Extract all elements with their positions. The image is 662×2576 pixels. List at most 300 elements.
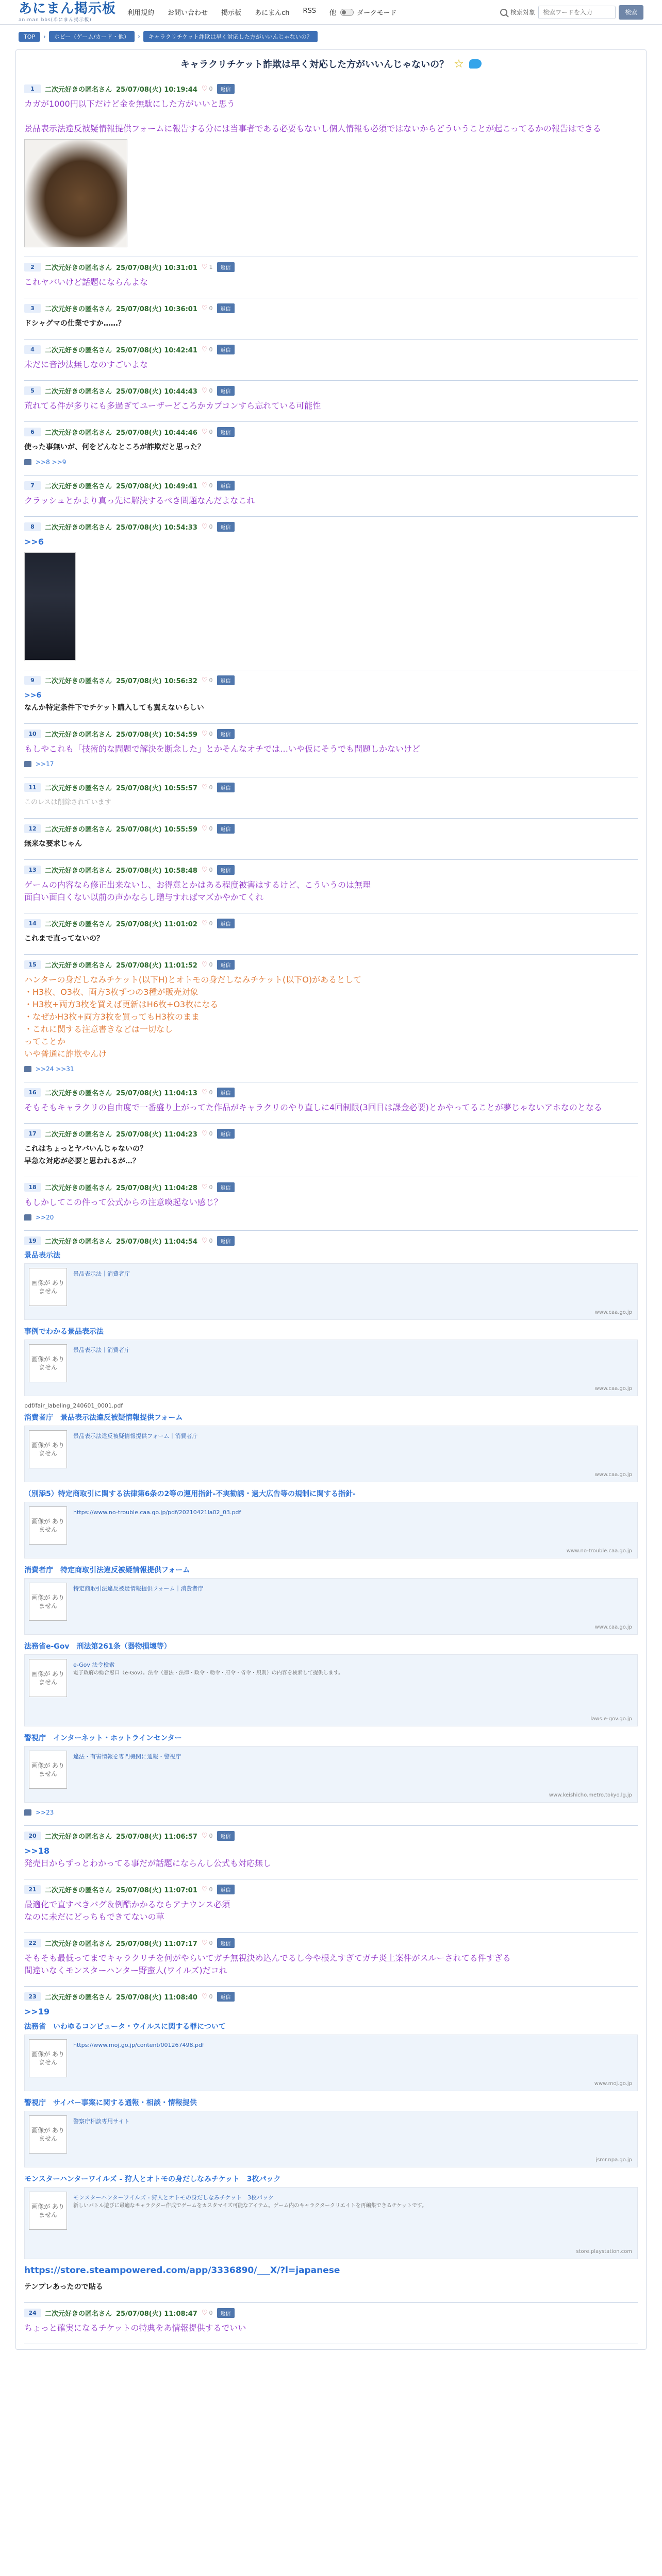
post — [24, 381, 638, 422]
link-card-domain: www.caa.go.jp — [594, 1472, 632, 1478]
toggle-switch-icon[interactable] — [340, 9, 354, 16]
search-button[interactable]: 検索 — [619, 5, 643, 20]
post-date: 25/07/08(火) 10:42:41 — [116, 347, 197, 354]
good-count[interactable] — [202, 676, 213, 684]
poster-name: 二次元好きの匿名さん — [45, 826, 112, 834]
reply-button[interactable]: 返信 — [217, 783, 235, 792]
post — [24, 1879, 638, 1933]
link-card-title[interactable]: 違法・有害情報を専門機関に通報・警視庁 — [73, 1753, 181, 1760]
post-text-line: ハンターの身だしなみチケット(以下H)とオトモの身だしなみチケット(以下O)があるとして — [24, 975, 362, 985]
good-count-value: 0 — [209, 677, 213, 684]
link-card-title[interactable]: モンスターハンターワイルズ - 狩人とオトモの身だしなみチケット 3枚パック — [73, 2194, 274, 2201]
post-number[interactable]: 5 — [24, 386, 41, 395]
link-card-title[interactable]: 景品表示法違反被疑情報提供フォーム｜消費者庁 — [73, 1433, 198, 1439]
heart-icon[interactable]: ♡ — [201, 730, 208, 738]
link-card-domain: www.caa.go.jp — [594, 1310, 632, 1315]
reply-button[interactable]: 返信 — [217, 345, 235, 354]
poster-name: 二次元好きの匿名さん — [45, 2310, 112, 2318]
post-number[interactable]: 15 — [24, 960, 41, 969]
header — [0, 0, 662, 25]
breadcrumb-category[interactable]: ホビー（ゲーム/カード・他） — [49, 31, 135, 42]
post-header — [24, 1236, 638, 1246]
heart-icon[interactable]: ♡ — [201, 1130, 208, 1138]
reply-ref-link[interactable]: >>23 — [36, 1809, 54, 1816]
anchor-link[interactable]: >>6 — [24, 691, 42, 700]
good-count[interactable] — [202, 346, 213, 353]
link-heading[interactable]: 消費者庁 景品表示法違反被疑情報提供フォーム — [24, 1414, 183, 1422]
post-number[interactable]: 10 — [24, 730, 41, 738]
good-count[interactable] — [202, 428, 213, 436]
anchor-link[interactable]: >>6 — [24, 537, 44, 547]
good-count-value: 0 — [209, 731, 213, 737]
good-count[interactable] — [202, 1237, 213, 1245]
speech-bubble-icon — [24, 459, 31, 465]
heart-icon[interactable]: ♡ — [201, 1183, 208, 1191]
link-card-text — [67, 2039, 210, 2087]
reply-button[interactable]: 返信 — [217, 675, 235, 685]
post-number[interactable]: 14 — [24, 919, 41, 928]
post-date: 25/07/08(火) 10:56:32 — [116, 677, 197, 685]
link-card-text — [67, 1583, 209, 1630]
reply-button[interactable]: 返信 — [217, 729, 235, 739]
reply-button[interactable]: 返信 — [217, 1992, 235, 2002]
link-card[interactable] — [24, 2111, 638, 2167]
post — [24, 777, 638, 819]
post-text-line: 間違いなくモンスターハンター野蛮人(ワイルズ)だコれ — [24, 1965, 227, 1975]
no-image-thumbnail: 画像が ありません — [29, 2039, 67, 2077]
post-header — [24, 427, 638, 437]
post-body — [24, 933, 638, 945]
breadcrumb-current[interactable]: キャラクリチケット詐欺は早く対応した方がいいんじゃないの？ — [143, 31, 318, 42]
heart-icon[interactable]: ♡ — [201, 428, 208, 436]
link-heading[interactable]: 警視庁 インターネット・ホットラインセンター — [24, 1734, 182, 1742]
post-body — [24, 838, 638, 850]
good-count[interactable] — [202, 920, 213, 927]
post-body — [24, 495, 638, 507]
good-count[interactable] — [202, 961, 213, 969]
post-image-monster[interactable] — [24, 139, 127, 247]
post-body — [24, 400, 638, 412]
link-card-text — [67, 1344, 136, 1392]
link-card-text — [67, 1751, 187, 1798]
breadcrumb-separator: › — [138, 33, 140, 40]
post-24 — [16, 2303, 646, 2344]
twitter-share-icon[interactable] — [469, 59, 482, 69]
post-header — [24, 865, 638, 875]
speech-bubble-icon — [24, 1214, 31, 1221]
post-header — [24, 1992, 638, 2002]
link-card-desc: 電子政府の総合窓口（e-Gov）。法令（憲法・法律・政令・勅令・府令・省令・規則）の内容を検索して提供します。 — [73, 1670, 344, 1676]
link-heading[interactable]: （別添5）特定商取引に関する法律第6条の2等の運用指針-不実勧誘・過大広告等の規制に関する指針- — [24, 1490, 356, 1498]
search-target-label[interactable]: 検索対象 — [510, 9, 535, 16]
reply-button[interactable]: 返信 — [217, 84, 235, 94]
post-header — [24, 729, 638, 739]
site-logo[interactable] — [19, 2, 116, 23]
post-number[interactable]: 24 — [24, 2309, 41, 2317]
post-number[interactable]: 16 — [24, 1088, 41, 1097]
post-header — [24, 386, 638, 396]
good-count-value: 0 — [209, 784, 213, 791]
post-number[interactable]: 8 — [24, 522, 41, 531]
good-count[interactable] — [202, 784, 213, 791]
post — [24, 913, 638, 955]
post-date: 25/07/08(火) 11:01:52 — [116, 962, 197, 970]
post-number[interactable]: 6 — [24, 428, 41, 436]
link-heading[interactable]: 事例でわかる景品表示法 — [24, 1328, 104, 1336]
link-card-title[interactable]: 警察庁相談専用サイト — [73, 2118, 130, 2125]
post-number[interactable]: 3 — [24, 304, 41, 313]
link-card[interactable] — [24, 1502, 638, 1558]
reply-button[interactable]: 返信 — [217, 824, 235, 834]
link-card[interactable] — [24, 2035, 638, 2091]
reply-ref-link[interactable]: >>24 >>31 — [36, 1065, 74, 1073]
favorite-star-icon[interactable]: ☆ — [454, 57, 464, 71]
link-card[interactable] — [24, 1340, 638, 1396]
post-number[interactable]: 23 — [24, 1992, 41, 2001]
breadcrumb-top[interactable]: TOP — [19, 32, 40, 42]
no-image-thumbnail: 画像が ありません — [29, 1583, 67, 1621]
post-date: 25/07/08(火) 10:54:59 — [116, 731, 197, 739]
post-body — [24, 1952, 638, 1977]
breadcrumb — [0, 25, 662, 42]
good-count-value: 0 — [209, 1833, 213, 1839]
good-count-value: 0 — [209, 825, 213, 832]
post-date: 25/07/08(火) 10:55:57 — [116, 785, 197, 792]
no-image-thumbnail: 画像が ありません — [29, 1751, 67, 1789]
reply-button[interactable]: 返信 — [217, 522, 235, 532]
post-number[interactable]: 7 — [24, 481, 41, 490]
post — [24, 860, 638, 913]
post-date: 25/07/08(火) 11:01:02 — [116, 921, 197, 928]
reply-button[interactable]: 返信 — [217, 960, 235, 970]
reply-button[interactable]: 返信 — [217, 1129, 235, 1139]
post-header — [24, 262, 638, 272]
link-card-domain: store.playstation.com — [576, 2249, 632, 2255]
good-count[interactable] — [202, 825, 213, 833]
good-count[interactable] — [202, 1183, 213, 1191]
link-card-text — [67, 1659, 350, 1722]
no-image-thumbnail: 画像が ありません — [29, 1344, 67, 1382]
link-heading[interactable]: モンスターハンターワイルズ - 狩人とオトモの身だしなみチケット 3枚パック — [24, 2175, 281, 2183]
no-image-thumbnail: 画像が ありません — [29, 2115, 67, 2154]
link-card-title[interactable]: 景品表示法｜消費者庁 — [73, 1270, 130, 1277]
post-number[interactable]: 18 — [24, 1183, 41, 1192]
post-text-line — [24, 110, 638, 123]
good-count-value: 0 — [209, 1089, 213, 1096]
heart-icon[interactable]: ♡ — [201, 263, 208, 271]
logo-main[interactable]: あにまん掲示板 — [19, 1, 117, 16]
speech-bubble-icon — [24, 761, 31, 767]
link-card[interactable] — [24, 1746, 638, 1803]
nav-contact[interactable]: お問い合わせ — [168, 9, 208, 17]
reply-button[interactable]: 返信 — [217, 1831, 235, 1841]
good-count-value: 0 — [209, 346, 213, 353]
reply-button[interactable]: 返信 — [217, 303, 235, 313]
poster-name: 二次元好きの匿名さん — [45, 867, 112, 875]
reply-ref-link[interactable]: >>8 >>9 — [36, 459, 67, 466]
post-number[interactable]: 21 — [24, 1885, 41, 1894]
heart-icon[interactable]: ♡ — [201, 387, 208, 395]
post-body — [24, 743, 638, 755]
link-card-domain: www.moj.go.jp — [594, 2081, 632, 2087]
reply-button[interactable]: 返信 — [217, 865, 235, 875]
post-body — [24, 689, 638, 714]
nav-rss[interactable]: RSS — [303, 7, 316, 15]
nav-board[interactable]: 掲示板 — [221, 9, 242, 17]
post-date: 25/07/08(火) 10:55:59 — [116, 826, 197, 834]
heart-icon[interactable]: ♡ — [201, 346, 208, 353]
thread-container — [15, 49, 647, 2350]
link-card-title[interactable]: e-Gov 法令検索 — [73, 1662, 115, 1668]
poster-name: 二次元好きの匿名さん — [45, 1184, 112, 1192]
poster-name: 二次元好きの匿名さん — [45, 429, 112, 437]
poster-name: 二次元好きの匿名さん — [45, 731, 112, 739]
good-count-value: 0 — [209, 523, 213, 530]
reply-button[interactable]: 返信 — [217, 919, 235, 928]
post-body — [24, 276, 638, 289]
post — [24, 2303, 638, 2344]
post-text-line: 早急な対応が必要と思われるが…？ — [24, 1157, 140, 1165]
post-date: 25/07/08(火) 11:04:28 — [116, 1184, 197, 1192]
good-count[interactable] — [202, 1939, 213, 1947]
post-date: 25/07/08(火) 10:49:41 — [116, 483, 197, 490]
good-count-value: 0 — [209, 1130, 213, 1137]
post-date: 25/07/08(火) 11:04:54 — [116, 1238, 197, 1246]
link-card[interactable] — [24, 1426, 638, 1482]
post — [24, 476, 638, 517]
post-header — [24, 675, 638, 685]
poster-name: 二次元好きの匿名さん — [45, 1833, 112, 1841]
thread-title-row — [16, 50, 646, 79]
post-body — [24, 441, 638, 453]
post-date: 25/07/08(火) 10:36:01 — [116, 306, 197, 313]
link-heading[interactable]: 法務省e-Gov 刑法第261条（器物損壊等） — [24, 1642, 171, 1651]
post-date: 25/07/08(火) 11:07:01 — [116, 1887, 197, 1894]
post-number[interactable]: 1 — [24, 84, 41, 93]
post-header — [24, 1831, 638, 1841]
post-number[interactable]: 19 — [24, 1236, 41, 1245]
heart-icon[interactable]: ♡ — [201, 2309, 208, 2317]
good-count-value: 0 — [209, 1993, 213, 2000]
post — [24, 298, 638, 340]
post-text-line: これヤバいけど話題にならんよな — [24, 277, 148, 287]
post-text-line: なんか特定条件下でチケット購入しても翼えないらしい — [24, 704, 204, 712]
good-count-value: 0 — [209, 1886, 213, 1893]
post-text-line: 無来な要求じゃん — [24, 840, 82, 848]
post-date: 25/07/08(火) 11:06:57 — [116, 1833, 197, 1841]
link-heading[interactable]: 消費者庁 特定商取引法違反被疑情報提供フォーム — [24, 1566, 190, 1574]
good-count[interactable] — [202, 2309, 213, 2317]
post-number[interactable]: 4 — [24, 345, 41, 354]
good-count[interactable] — [202, 1886, 213, 1893]
link-card-title[interactable]: 景品表示法｜消費者庁 — [73, 1347, 130, 1353]
reply-button[interactable]: 返信 — [217, 1938, 235, 1948]
search-area — [500, 5, 643, 20]
anchor-link[interactable]: >>19 — [24, 2007, 50, 2016]
link-heading[interactable]: 警視庁 サイバー事案に関する通報・相談・情報提供 — [24, 2099, 197, 2107]
speech-bubble-icon — [24, 1809, 31, 1816]
post-date: 25/07/08(火) 11:04:23 — [116, 1131, 197, 1139]
reply-button[interactable]: 返信 — [217, 262, 235, 272]
good-count[interactable] — [202, 85, 213, 93]
anchor-link[interactable]: >>18 — [24, 1846, 50, 1856]
post-header — [24, 481, 638, 490]
post — [24, 955, 638, 1082]
post-body — [24, 1143, 638, 1167]
heart-icon[interactable]: ♡ — [201, 1993, 208, 2001]
heart-icon[interactable]: ♡ — [201, 866, 208, 874]
reply-button[interactable]: 返信 — [217, 386, 235, 396]
link-card-text — [67, 1268, 136, 1315]
heart-icon[interactable]: ♡ — [201, 676, 208, 684]
poster-name: 二次元好きの匿名さん — [45, 264, 112, 272]
heart-icon[interactable]: ♡ — [201, 961, 208, 969]
heart-icon[interactable]: ♡ — [201, 1089, 208, 1096]
good-count[interactable] — [202, 387, 213, 395]
post-date: 25/07/08(火) 10:19:44 — [116, 86, 197, 94]
good-count-value: 0 — [209, 482, 213, 489]
post-image-screenshot[interactable] — [24, 552, 76, 660]
post-header — [24, 783, 638, 792]
good-count[interactable] — [202, 866, 213, 874]
post-text-line: もしかしてこの件って公式からの注意喚起ない感じ？ — [24, 1197, 223, 1207]
nav-terms[interactable]: 利用規約 — [127, 9, 155, 17]
poster-name: 二次元好きの匿名さん — [45, 1238, 112, 1246]
heart-icon[interactable]: ♡ — [201, 920, 208, 927]
post-date: 25/07/08(火) 10:58:48 — [116, 867, 197, 875]
link-card[interactable] — [24, 1263, 638, 1320]
link-card-title[interactable]: https://www.no-trouble.caa.go.jp/pdf/20210421la02_03.pdf — [73, 1509, 241, 1516]
reply-refs — [24, 1214, 638, 1221]
reply-button[interactable]: 返信 — [217, 1182, 235, 1192]
heart-icon[interactable]: ♡ — [201, 1886, 208, 1893]
reply-ref-link[interactable]: >>17 — [36, 760, 54, 768]
reply-button[interactable]: 返信 — [217, 1236, 235, 1246]
link-card-title[interactable]: 特定商取引法違反被疑情報提供フォーム｜消費者庁 — [73, 1585, 204, 1592]
heart-icon[interactable]: ♡ — [201, 784, 208, 791]
no-image-thumbnail: 画像が ありません — [29, 1659, 67, 1697]
post-number[interactable]: 17 — [24, 1129, 41, 1138]
heart-icon[interactable]: ♡ — [201, 1939, 208, 1947]
post-number[interactable]: 9 — [24, 676, 41, 685]
post-list — [16, 79, 646, 1826]
good-count[interactable] — [202, 730, 213, 738]
link-card-text — [67, 1506, 247, 1554]
post-text-line: これはちょっとヤバいんじゃないの？ — [24, 1145, 147, 1153]
dark-mode-toggle[interactable] — [340, 7, 396, 17]
post-header — [24, 1129, 638, 1139]
post-text-line: 未だに音沙汰無しなのすごいよな — [24, 360, 148, 369]
link-card[interactable] — [24, 1578, 638, 1635]
link-card-title[interactable]: https://www.moj.go.jp/content/001267498.pdf — [73, 2042, 204, 2048]
link-card-text — [67, 2115, 136, 2163]
reply-ref-link[interactable]: >>20 — [36, 1214, 54, 1221]
reply-button[interactable]: 返信 — [217, 1885, 235, 1894]
poster-name: 二次元好きの匿名さん — [45, 785, 112, 792]
post-text-line: ってことか — [24, 1037, 66, 1046]
good-count-value: 0 — [209, 867, 213, 873]
good-count[interactable] — [202, 1089, 213, 1096]
post — [24, 79, 638, 257]
good-count[interactable] — [202, 1832, 213, 1840]
post-text-line: そもそもキャラクリの自由度で一番盛り上がってた作品がキャラクリのやり直しに4回制限(3回目は課金必要)とかやってることが夢じゃないアホなのとなる — [24, 1103, 602, 1112]
post-header — [24, 2308, 638, 2318]
link-card[interactable] — [24, 2187, 638, 2259]
heart-icon[interactable]: ♡ — [201, 523, 208, 531]
post-text-line: カガが1000円以下だけど金を無駄にした方がいいと思う — [24, 99, 235, 109]
heart-icon[interactable]: ♡ — [201, 825, 208, 833]
good-count[interactable] — [202, 523, 213, 531]
post-number[interactable]: 12 — [24, 824, 41, 833]
link-heading[interactable]: 景品表示法 — [24, 1251, 60, 1260]
post-number[interactable]: 22 — [24, 1939, 41, 1947]
post-number[interactable]: 2 — [24, 263, 41, 272]
good-count[interactable] — [202, 304, 213, 312]
post-header — [24, 960, 638, 970]
nav-other[interactable]: 他 — [329, 9, 337, 17]
heart-icon[interactable]: ♡ — [201, 482, 208, 489]
post — [24, 1082, 638, 1124]
link-card-domain: www.no-trouble.caa.go.jp — [566, 1548, 632, 1554]
post-text-line: ・なぜかH3枚+両方3枚を買ってもH3枚のまま — [24, 1012, 200, 1022]
post-number[interactable]: 20 — [24, 1832, 41, 1840]
poster-name: 二次元好きの匿名さん — [45, 1090, 112, 1097]
reply-button[interactable]: 返信 — [217, 427, 235, 437]
post-text-line: これまで直ってないの？ — [24, 935, 104, 943]
post-text-line: ・H3枚+両方3枚を買えば更新はH6枚+O3枚になる — [24, 999, 219, 1009]
steam-store-link[interactable]: https://store.steampowered.com/app/3336890/___X/?l=japanese — [24, 2265, 340, 2276]
poster-name: 二次元好きの匿名さん — [45, 962, 112, 970]
post — [24, 1826, 638, 1879]
heart-icon[interactable]: ♡ — [201, 1237, 208, 1245]
link-card[interactable] — [24, 1654, 638, 1726]
heart-icon[interactable]: ♡ — [201, 1832, 208, 1840]
poster-name: 二次元好きの匿名さん — [45, 483, 112, 490]
good-count[interactable] — [202, 263, 213, 271]
post-text-line: ちょっと確実になるチケットの特典をあ情報提供するでいい — [24, 2323, 246, 2333]
heart-icon[interactable]: ♡ — [201, 304, 208, 312]
post-text-line: 荒れてる件が多りにも多過ぎてユーザーどころかカプコンすら忘れている可能性 — [24, 401, 321, 411]
post-date: 25/07/08(火) 11:04:13 — [116, 1090, 197, 1097]
good-count[interactable] — [202, 1993, 213, 2001]
speech-bubble-icon — [24, 1066, 31, 1072]
reply-button[interactable]: 返信 — [217, 2308, 235, 2318]
poster-name: 二次元好きの匿名さん — [45, 1940, 112, 1948]
search-input[interactable] — [538, 6, 616, 19]
nav-animanch[interactable]: あにまんch — [255, 9, 290, 17]
good-count[interactable] — [202, 482, 213, 489]
post-body — [24, 317, 638, 330]
post-date: 25/07/08(火) 10:44:46 — [116, 429, 197, 437]
post-header — [24, 345, 638, 354]
logo-sub: animan bbs(あにまん掲示板) — [19, 18, 92, 23]
post-number[interactable]: 13 — [24, 866, 41, 874]
good-count[interactable] — [202, 1130, 213, 1138]
heart-icon[interactable]: ♡ — [201, 85, 208, 93]
link-card-text — [67, 1430, 204, 1478]
post-header — [24, 522, 638, 532]
link-card-domain: www.caa.go.jp — [594, 1386, 632, 1392]
thread-title: キャラクリチケット詐欺は早く対応した方がいいんじゃないの？ — [180, 59, 449, 70]
post-number[interactable]: 11 — [24, 783, 41, 792]
reply-button[interactable]: 返信 — [217, 1088, 235, 1097]
link-heading[interactable]: 法務省 いわゆるコンピュータ・ウイルスに関する罪について — [24, 2023, 226, 2031]
post-header — [24, 1938, 638, 1948]
link-card-domain: www.keishicho.metro.tokyo.lg.jp — [549, 1792, 632, 1798]
breadcrumb-separator: › — [43, 33, 46, 40]
reply-button[interactable]: 返信 — [217, 481, 235, 490]
post-text-line: テンプレあったので貼る — [24, 2283, 103, 2291]
